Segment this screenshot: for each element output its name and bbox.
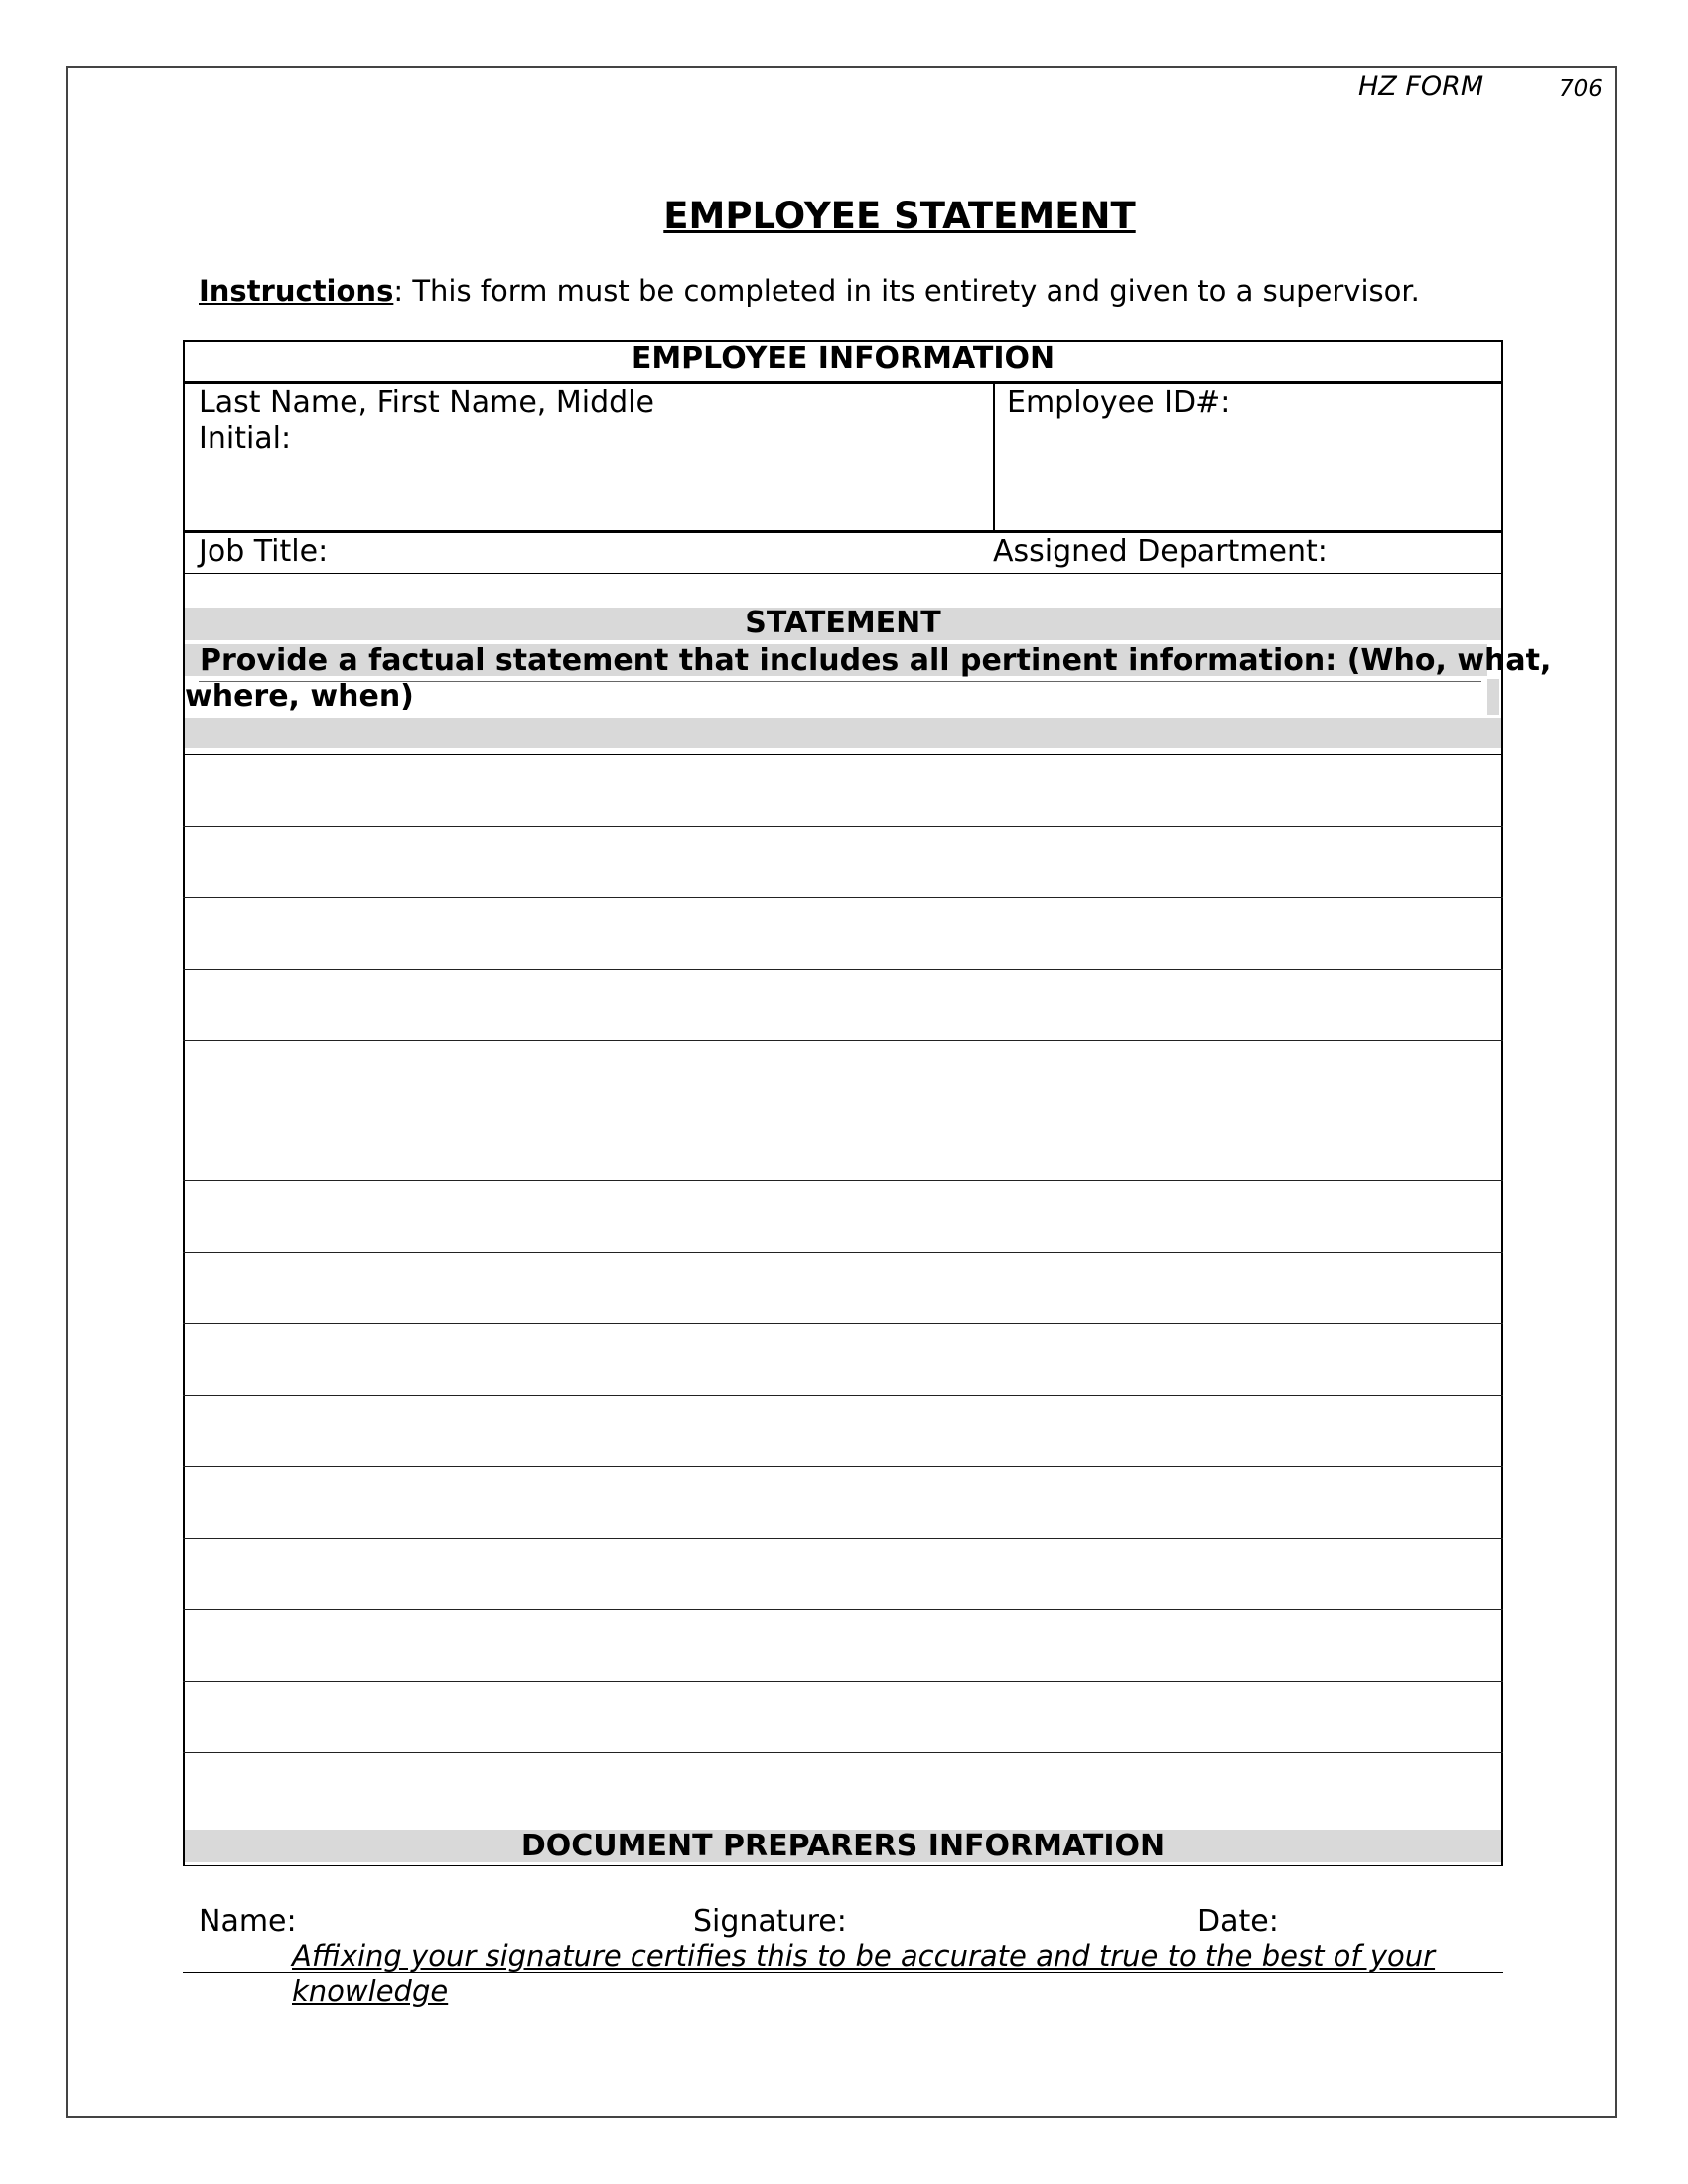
job-title-field[interactable]: Job Title: — [199, 534, 329, 569]
statement-line[interactable] — [183, 1752, 1503, 1753]
statement-top-rule — [183, 754, 1503, 755]
instructions — [199, 274, 1420, 308]
heading-rule — [183, 381, 1503, 384]
page-title: EMPLOYEE STATEMENT — [663, 195, 1136, 237]
employee-information-heading: EMPLOYEE INFORMATION — [631, 341, 1055, 376]
employee-id-field[interactable]: Employee ID#: — [1007, 385, 1231, 420]
name-field-label-line1: Last Name, First Name, Middle — [199, 385, 654, 420]
form-number: 706 — [1559, 76, 1603, 102]
statement-heading: STATEMENT — [745, 606, 941, 640]
right-table-border — [1501, 340, 1503, 1866]
statement-line[interactable] — [183, 969, 1503, 970]
row-rule — [183, 530, 1503, 533]
certification-text: Affixing your signature certifies this to be accurate and true to the best of your knowledge — [292, 1939, 1436, 2008]
name-field[interactable] — [199, 385, 654, 457]
preparer-rule — [183, 1865, 1503, 1866]
assigned-department-field[interactable]: Assigned Department: — [993, 534, 1328, 569]
statement-line[interactable] — [183, 826, 1503, 827]
statement-line[interactable] — [183, 1466, 1503, 1467]
statement-line[interactable] — [183, 897, 1503, 898]
preparer-heading: DOCUMENT PREPARERS INFORMATION — [520, 1829, 1166, 1863]
preparer-name-field[interactable]: Name: — [199, 1904, 297, 1939]
left-table-border — [183, 340, 185, 1866]
statement-line[interactable] — [183, 1538, 1503, 1539]
instructions-label: Instructions — [199, 274, 394, 308]
preparer-signature-field[interactable]: Signature: — [693, 1904, 847, 1939]
row-rule — [183, 573, 1503, 574]
prompt-spacer-band — [185, 718, 1501, 748]
statement-line[interactable] — [183, 1609, 1503, 1610]
form-code: HZ FORM — [1358, 71, 1484, 102]
statement-line[interactable] — [183, 1395, 1503, 1396]
statement-prompt-line2: where, when) — [185, 679, 414, 714]
statement-line[interactable] — [183, 1323, 1503, 1324]
instructions-text: : This form must be completed in its entirety and given to a supervisor. — [393, 274, 1420, 308]
name-id-divider — [993, 381, 995, 530]
statement-prompt — [185, 643, 1575, 715]
statement-prompt-line1: Provide a factual statement that includes all pertinent information: (Who, what, — [200, 643, 1552, 678]
statement-line[interactable] — [183, 1252, 1503, 1253]
name-field-label-line2: Initial: — [199, 421, 292, 456]
statement-line[interactable] — [183, 1040, 1503, 1041]
statement-line[interactable] — [183, 1180, 1503, 1181]
statement-line[interactable] — [183, 1681, 1503, 1682]
preparer-date-field[interactable]: Date: — [1197, 1904, 1279, 1939]
